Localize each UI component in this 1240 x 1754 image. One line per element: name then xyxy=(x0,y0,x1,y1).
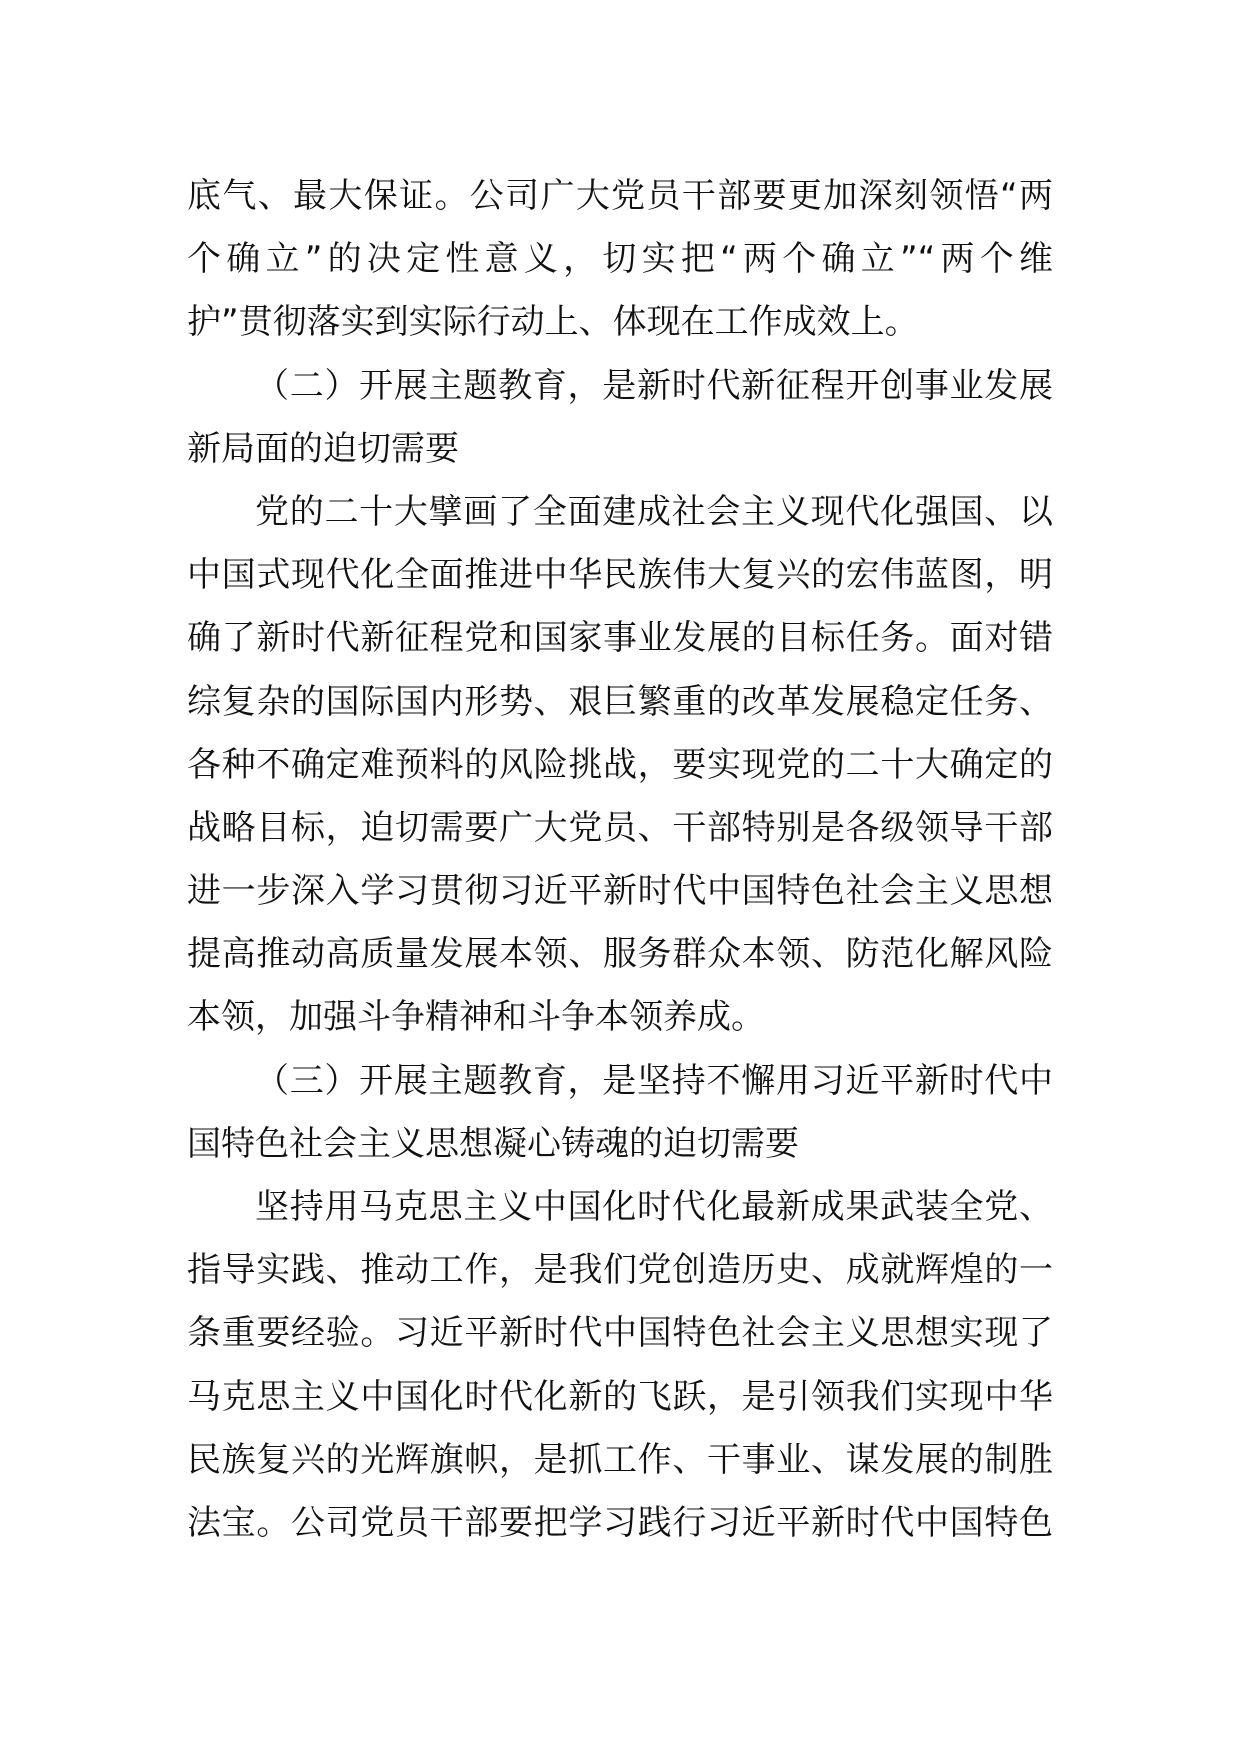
section-heading-line: （二）开展主题教育，是新时代新征程开创事业发展 xyxy=(255,365,1053,406)
paragraph-line: 进一步深入学习贯彻习近平新时代中国特色社会主义思想 xyxy=(187,871,1053,912)
paragraph-line: 提高推动高质量发展本领、服务群众本领、防范化解风险 xyxy=(187,934,1053,975)
section-heading-line: 国特色社会主义思想凝心铸魂的迫切需要 xyxy=(187,1123,799,1164)
paragraph-line: 坚持用马克思主义中国化时代化最新成果武装全党、 xyxy=(255,1187,1053,1227)
paragraph-line: 综复杂的国际国内形势、艰巨繁重的改革发展稳定任务、 xyxy=(187,681,1053,722)
paragraph-line: 个确立”的决定性意义，切实把“两个确立”“两个维 xyxy=(187,239,1053,280)
paragraph-line: 战略目标，迫切需要广大党员、干部特别是各级领导干部 xyxy=(187,807,1053,848)
paragraph-line: 法宝。公司党员干部要把学习践行习近平新时代中国特色 xyxy=(187,1502,1053,1543)
paragraph-line: 底气、最大保证。公司广大党员干部要更加深刻领悟“两 xyxy=(187,176,1053,216)
paragraph-line: 马克思主义中国化时代化新的飞跃，是引领我们实现中华 xyxy=(187,1376,1053,1417)
paragraph-line: 条重要经验。习近平新时代中国特色社会主义思想实现了 xyxy=(187,1313,1053,1354)
paragraph-line: 中国式现代化全面推进中华民族伟大复兴的宏伟蓝图，明 xyxy=(187,555,1053,596)
paragraph-line: 本领，加强斗争精神和斗争本领养成。 xyxy=(187,997,765,1038)
section-heading-line: 新局面的迫切需要 xyxy=(187,428,459,469)
document-body xyxy=(187,165,1053,1555)
paragraph-line: 各种不确定难预料的风险挑战，要实现党的二十大确定的 xyxy=(187,744,1053,785)
paragraph-line: 指导实践、推动工作，是我们党创造历史、成就辉煌的一 xyxy=(187,1250,1053,1291)
paragraph-line: 确了新时代新征程党和国家事业发展的目标任务。面对错 xyxy=(187,618,1053,659)
paragraph-line: 党的二十大擘画了全面建成社会主义现代化强国、以 xyxy=(255,491,1053,532)
section-heading-line: （三）开展主题教育，是坚持不懈用习近平新时代中 xyxy=(255,1060,1053,1101)
paragraph-line: 护”贯彻落实到实际行动上、体现在工作成效上。 xyxy=(187,302,919,343)
paragraph-line: 民族复兴的光辉旗帜，是抓工作、干事业、谋发展的制胜 xyxy=(187,1439,1053,1480)
